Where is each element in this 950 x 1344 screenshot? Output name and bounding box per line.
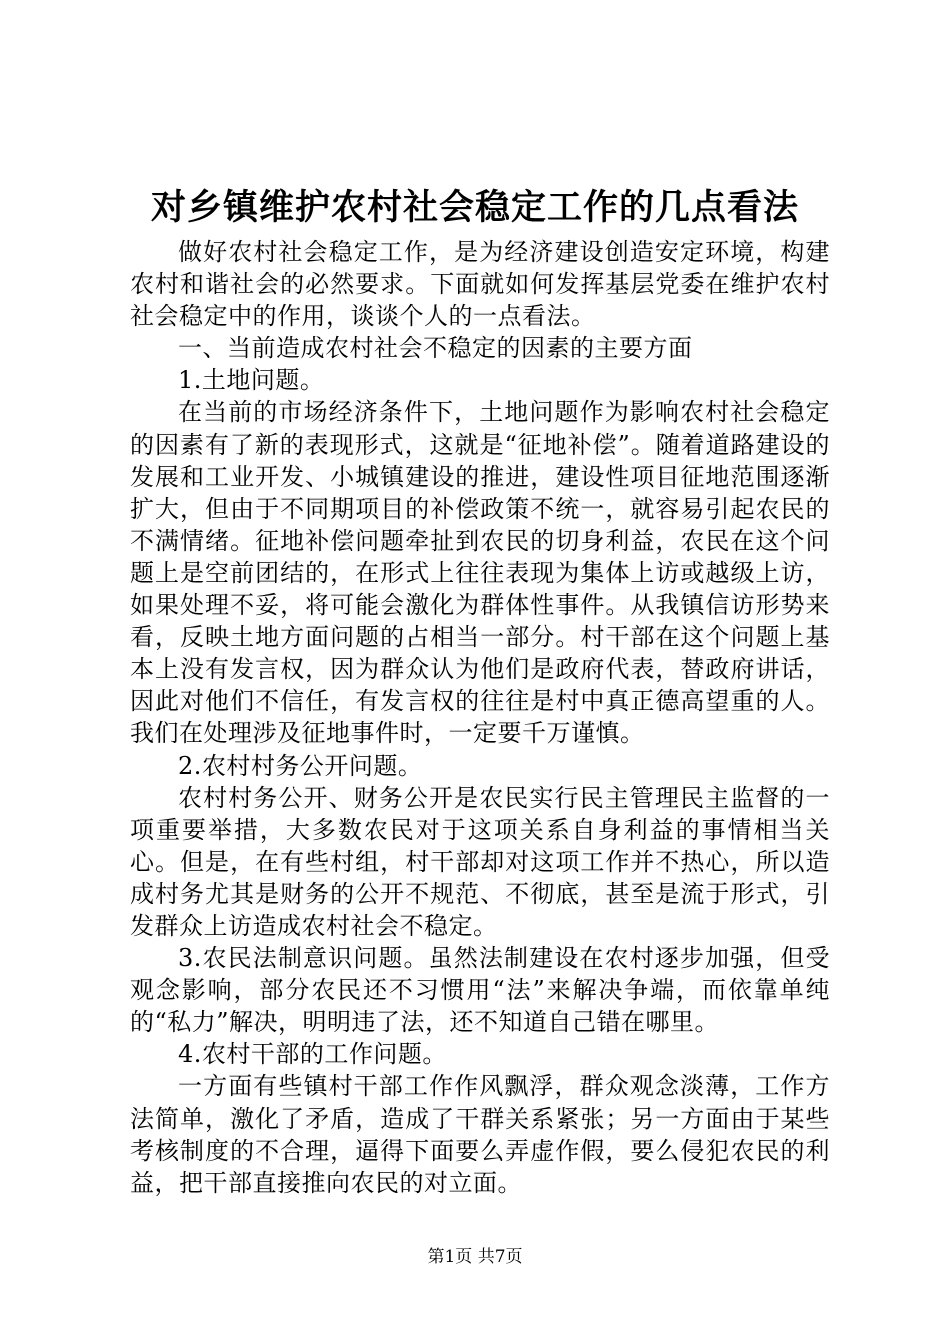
subheading-village-affairs: 2.农村村务公开问题。 (178, 751, 423, 780)
paragraph-village-affairs: 农村村务公开、财务公开是农民实行民主管理民主监督的一项重要举措，大多数农民对于这项关系自身利益的事情相当关心。但是，在有些村组，村干部却对这项工作并不热心，所以造成村务尤其是财务的公开不规范、不彻底，甚至是流于形式，引发群众上访造成农村社会不稳定。 (130, 783, 830, 940)
subheading-land: 1.土地问题。 (178, 366, 325, 395)
paragraph-cadre-work: 一方面有些镇村干部工作作风飘浮，群众观念淡薄，工作方法简单，激化了矛盾，造成了干群关系紧张；另一方面由于某些考核制度的不合理，逼得下面要么弄虚作假，要么侵犯农民的利益，把干部直接推向农民的对立面。 (130, 1072, 830, 1197)
document-title: 对乡镇维护农村社会稳定工作的几点看法 (150, 187, 799, 228)
section-heading: 一、当前造成农村社会不稳定的因素的主要方面 (178, 334, 693, 363)
paragraph-land: 在当前的市场经济条件下，土地问题作为影响农村社会稳定的因素有了新的表现形式，这就是“征地补偿”。随着道路建设的发展和工业开发、小城镇建设的推进，建设性项目征地范围逐渐扩大，但由于不同期项目的补偿政策不统一，就容易引起农民的不满情绪。征地补偿问题牵扯到农民的切身利益，农民在这个问题上是空前团结的，在形式上往往表现为集体上访或越级上访，如果处理不妥，将可能会激化为群体性事件。从我镇信访形势来看，反映土地方面问题的占相当一部分。村干部在这个问题上基本上没有发言权，因为群众认为他们是政府代表，替政府讲话，因此对他们不信任，有发言权的往往是村中真正德高望重的人。我们在处理涉及征地事件时，一定要千万谨慎。 (130, 398, 830, 748)
page-number: 第1页 共7页 (427, 1247, 523, 1267)
subheading-cadre-work: 4.农村干部的工作问题。 (178, 1040, 447, 1069)
paragraph-intro: 做好农村社会稳定工作，是为经济建设创造安定环境，构建农村和谐社会的必然要求。下面就如何发挥基层党委在维护农村社会稳定中的作用，谈谈个人的一点看法。 (130, 238, 830, 331)
paragraph-legal-awareness: 3.农民法制意识问题。虽然法制建设在农村逐步加强，但受观念影响，部分农民还不习惯用“法”来解决争端，而依靠单纯的“私力”解决，明明违了法，还不知道自己错在哪里。 (130, 944, 830, 1037)
document-body (130, 236, 830, 1199)
